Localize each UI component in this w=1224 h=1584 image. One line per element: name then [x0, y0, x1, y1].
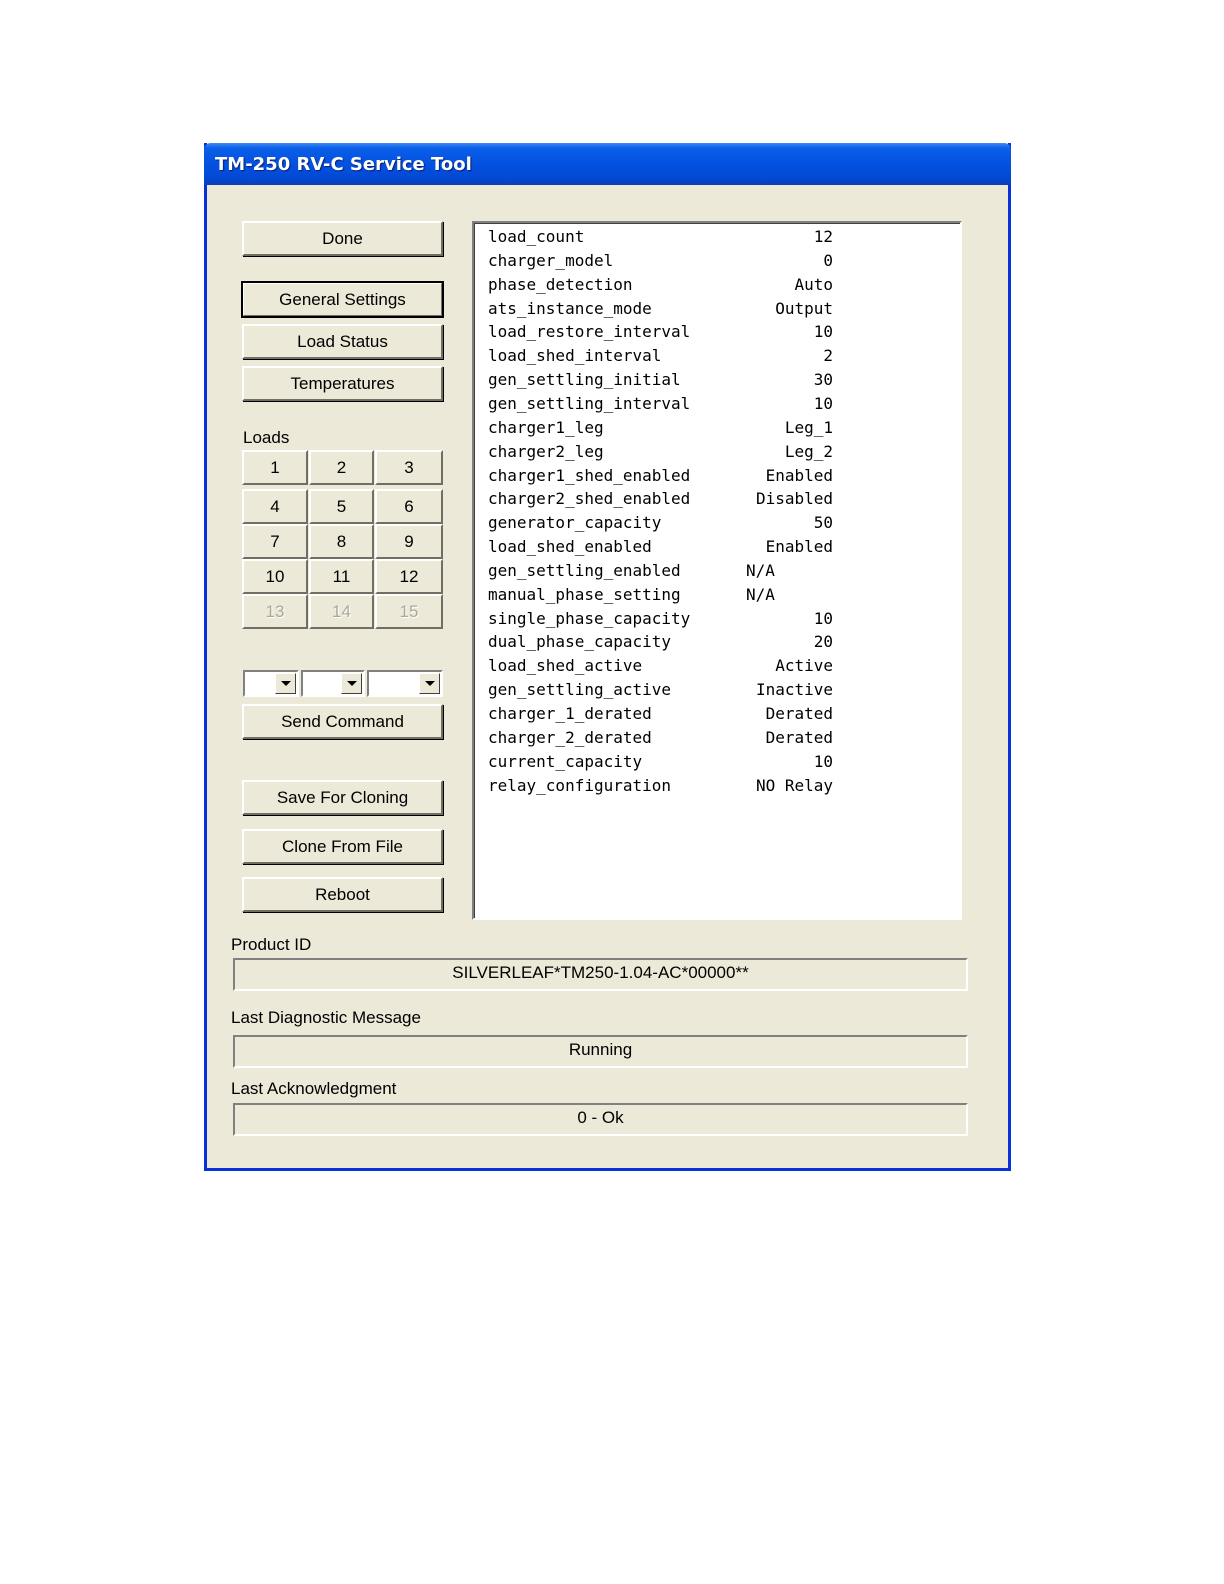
setting-value: 10 — [813, 393, 833, 413]
setting-value: 30 — [813, 370, 833, 390]
setting-value: 20 — [813, 632, 833, 652]
chevron-down-icon[interactable] — [275, 673, 296, 694]
setting-value: Enabled — [765, 537, 833, 557]
load-button[interactable]: 4 — [242, 489, 308, 524]
list-item[interactable] — [488, 776, 833, 800]
setting-value: Auto — [794, 274, 833, 294]
list-item[interactable] — [488, 370, 833, 394]
setting-value: Leg_2 — [784, 441, 833, 461]
temperatures-button[interactable]: Temperatures — [242, 366, 443, 401]
load-button[interactable]: 7 — [242, 524, 308, 559]
diagnostic-message-field: Running — [233, 1035, 968, 1068]
setting-key: gen_settling_active — [488, 680, 672, 700]
load-button[interactable]: 11 — [309, 559, 374, 594]
setting-key: phase_detection — [488, 274, 633, 294]
setting-value: Output — [775, 298, 833, 318]
list-item[interactable] — [488, 585, 833, 609]
load-button[interactable]: 5 — [309, 489, 374, 524]
setting-value: N/A — [746, 560, 775, 580]
setting-key: charger2_shed_enabled — [488, 489, 691, 509]
list-item[interactable] — [488, 704, 833, 728]
list-item[interactable] — [488, 466, 833, 490]
setting-value: 10 — [813, 751, 833, 771]
setting-key: charger_1_derated — [488, 704, 652, 723]
setting-key: charger2_leg — [488, 441, 604, 461]
setting-value: 0 — [823, 250, 833, 270]
setting-key: relay_configuration — [488, 775, 672, 795]
window-title: TM-250 RV-C Service Tool — [215, 154, 472, 175]
load-button[interactable]: 2 — [309, 450, 374, 485]
loads-label: Loads — [243, 428, 290, 447]
done-button[interactable]: Done — [242, 221, 443, 256]
setting-key: load_count — [488, 227, 585, 246]
list-item[interactable] — [488, 322, 833, 346]
load-button[interactable]: 6 — [375, 489, 443, 524]
list-item[interactable] — [488, 728, 833, 752]
setting-key: current_capacity — [488, 751, 643, 771]
setting-key: dual_phase_capacity — [488, 632, 672, 652]
list-item[interactable] — [488, 656, 833, 680]
settings-listbox[interactable] — [472, 221, 962, 920]
product-id-label: Product ID — [231, 935, 312, 954]
setting-key: ats_instance_mode — [488, 298, 652, 318]
command-select-2[interactable] — [301, 670, 365, 697]
list-item[interactable] — [488, 227, 833, 251]
list-item[interactable] — [488, 632, 833, 656]
load-button[interactable]: 10 — [242, 559, 308, 594]
command-select-3[interactable] — [367, 670, 443, 697]
acknowledgment-label: Last Acknowledgment — [231, 1079, 397, 1098]
list-item[interactable] — [488, 299, 833, 323]
load-button[interactable]: 9 — [375, 524, 443, 559]
setting-value: Enabled — [765, 465, 833, 485]
setting-key: load_shed_active — [488, 656, 643, 676]
list-item[interactable] — [488, 513, 833, 537]
setting-key: single_phase_capacity — [488, 608, 691, 628]
setting-key: gen_settling_initial — [488, 370, 681, 390]
setting-key: gen_settling_interval — [488, 393, 691, 413]
acknowledgment-field: 0 - Ok — [233, 1103, 968, 1136]
list-item[interactable] — [488, 442, 833, 466]
clone-from-file-button[interactable]: Clone From File — [242, 829, 443, 864]
list-item[interactable] — [488, 680, 833, 704]
setting-value: Leg_1 — [784, 417, 833, 437]
setting-key: load_shed_enabled — [488, 537, 652, 557]
list-item[interactable] — [488, 489, 833, 513]
list-item[interactable] — [488, 346, 833, 370]
setting-key: manual_phase_setting — [488, 584, 681, 604]
setting-value: 10 — [813, 608, 833, 628]
list-item[interactable] — [488, 561, 833, 585]
setting-value: Derated — [765, 704, 833, 723]
setting-value: N/A — [746, 584, 775, 604]
title-bar[interactable] — [204, 143, 1011, 185]
setting-key: charger1_shed_enabled — [488, 465, 691, 485]
list-item[interactable] — [488, 418, 833, 442]
load-button: 15 — [375, 594, 443, 629]
setting-key: gen_settling_enabled — [488, 560, 681, 580]
load-button: 14 — [309, 594, 374, 629]
list-item[interactable] — [488, 251, 833, 275]
load-button[interactable]: 1 — [242, 450, 308, 485]
setting-key: load_shed_interval — [488, 346, 662, 366]
setting-value: Derated — [765, 727, 833, 747]
setting-key: charger1_leg — [488, 417, 604, 437]
load-button[interactable]: 12 — [375, 559, 443, 594]
diagnostic-message-label: Last Diagnostic Message — [231, 1008, 421, 1027]
list-item[interactable] — [488, 752, 833, 776]
setting-key: charger_2_derated — [488, 727, 652, 747]
setting-value: 50 — [813, 513, 833, 533]
product-id-field: SILVERLEAF*TM250-1.04-AC*00000** — [233, 958, 968, 991]
chevron-down-icon[interactable] — [419, 673, 440, 694]
load-button[interactable]: 8 — [309, 524, 374, 559]
send-command-button[interactable]: Send Command — [242, 704, 443, 739]
setting-value: Active — [775, 656, 833, 676]
setting-value: NO Relay — [755, 775, 833, 795]
setting-value: 10 — [813, 322, 833, 342]
load-status-button[interactable]: Load Status — [242, 324, 443, 359]
setting-value: 2 — [823, 346, 833, 366]
list-item[interactable] — [488, 609, 833, 633]
setting-key: generator_capacity — [488, 513, 662, 533]
setting-value: 12 — [813, 227, 833, 246]
list-item[interactable] — [488, 275, 833, 299]
general-settings-button[interactable]: General Settings — [242, 282, 443, 317]
setting-key: charger_model — [488, 250, 614, 270]
setting-value: Disabled — [755, 489, 833, 509]
chevron-down-icon[interactable] — [341, 673, 362, 694]
list-item[interactable] — [488, 394, 833, 418]
setting-key: load_restore_interval — [488, 322, 691, 342]
reboot-button[interactable]: Reboot — [242, 877, 443, 912]
service-tool-window — [204, 143, 1011, 1171]
command-select-1[interactable] — [243, 670, 299, 697]
list-item[interactable] — [488, 537, 833, 561]
save-for-cloning-button[interactable]: Save For Cloning — [242, 780, 443, 815]
load-button[interactable]: 3 — [375, 450, 443, 485]
load-button: 13 — [242, 594, 308, 629]
setting-value: Inactive — [755, 680, 833, 700]
